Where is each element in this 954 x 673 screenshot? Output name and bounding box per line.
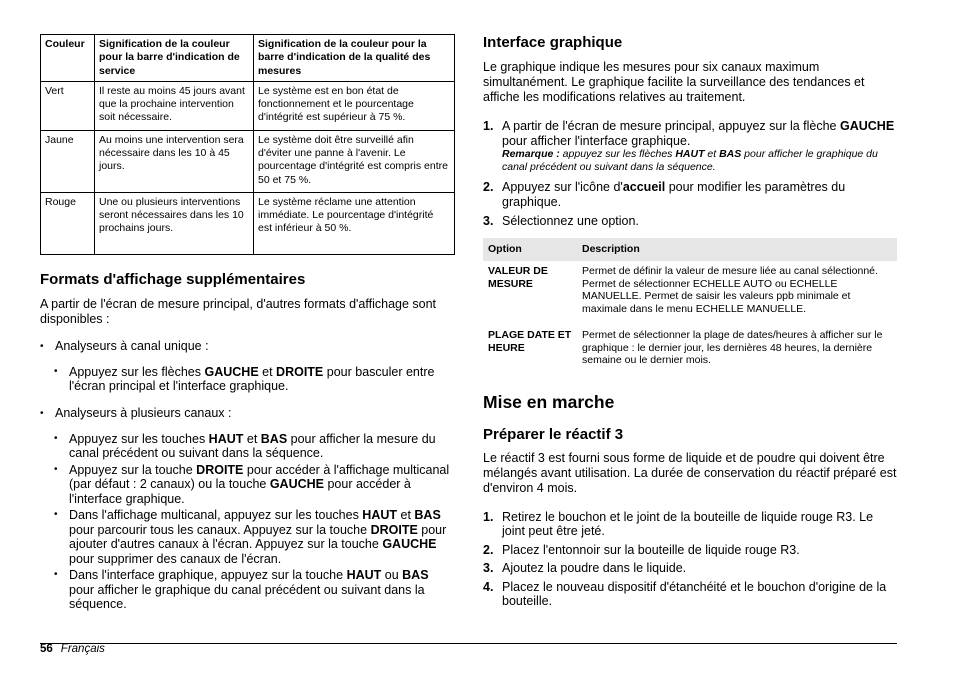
reagent-subheading: Préparer le réactif 3: [483, 425, 624, 443]
table-header-row: [41, 35, 455, 82]
single-channel-list: [40, 339, 455, 354]
multi-channel-list: [40, 406, 455, 421]
page-number: 56: [40, 643, 53, 655]
color-meaning-table: [40, 34, 455, 255]
option-description: Permet de sélectionner la plage de dates/heures à afficher sur le graphique : le dernier jour, les dernières 48 heures, la dernière semaine ou le dernier mois.: [582, 329, 883, 366]
list-item: • Dans l'interface graphique, appuyez sur la touche HAUT ou BAS pour afficher le graphique du canal précédent ou suivant dans la séquence.: [40, 568, 455, 612]
graphic-step-1: 1. A partir de l'écran de mesure principal, appuyez sur la flèche GAUCHE pour afficher l'interface graphique. Remarque : appuyez sur les flèches HAUT et BAS pour afficher le graphique du canal précédent ou suivant dans la séquence.: [483, 119, 897, 174]
table-cell: Une ou plusieurs interventions seront nécessaires dans les 10 prochains jours.: [95, 192, 254, 254]
reagent-step: 1. Retirez le bouchon et le joint de la bouteille de liquide rouge R3. Le joint peut être jeté.: [483, 509, 874, 538]
graphic-step-2: 2. Appuyez sur l'icône d'accueil pour modifier les paramètres du graphique.: [483, 180, 846, 209]
table-header: Signification de la couleur pour la barre d'indication de la qualité des mesures: [254, 35, 455, 82]
list-item: • Appuyez sur les touches HAUT et BAS pour afficher la mesure du canal précédent ou suivant dans la séquence.: [40, 432, 455, 461]
list-item: • Appuyez sur les flèches GAUCHE et DROITE pour basculer entre l'écran principal et l'interface graphique.: [40, 365, 455, 394]
table-row: [483, 319, 897, 371]
table-cell: Rouge: [41, 192, 95, 254]
graphic-note: Remarque : appuyez sur les flèches HAUT et BAS pour afficher le graphique du canal précédent ou suivant dans la séquence.: [502, 148, 878, 173]
table-header: Couleur: [41, 35, 95, 82]
list-item: • Appuyez sur la touche DROITE pour accéder à l'affichage multicanal (par défaut : 2 canaux) ou la touche GAUCHE pour accéder à l'interface graphique.: [40, 463, 455, 507]
option-table: [483, 238, 897, 371]
option-key: VALEUR DE MESURE: [488, 265, 548, 290]
table-cell: Il reste au moins 45 jours avant que la prochaine intervention soit nécessaire.: [95, 81, 254, 130]
option-key: PLAGE DATE ET HEURE: [488, 329, 572, 354]
list-item: • Dans l'affichage multicanal, appuyez sur les touches HAUT et BAS pour parcourir tous les canaux. Appuyez sur la touche DROITE pour ajouter d'autres canaux à l'écran. Appuyez sur la touche GAUCHE pour supprimer des canaux de l'écran.: [40, 508, 455, 566]
formats-heading: Formats d'affichage supplémentaires: [40, 270, 306, 288]
table-cell: Le système doit être surveillé afin d'éviter une panne à l'avenir. Le pourcentage d'intégrité est compris entre 50 et 75 %.: [254, 130, 455, 192]
graphic-heading: Interface graphique: [483, 34, 623, 51]
table-row: [41, 81, 455, 130]
startup-heading: Mise en marche: [483, 391, 615, 412]
formats-intro: A partir de l'écran de mesure principal, d'autres formats d'affichage sont disponibles :: [40, 296, 437, 326]
table-header: Option: [483, 238, 577, 262]
reagent-step: 2. Placez l'entonnoir sur la bouteille de liquide rouge R3.: [483, 542, 800, 557]
table-cell: Le système réclame une attention immédiate. Le pourcentage d'intégrité est inférieur à 50 %.: [254, 192, 455, 254]
reagent-step: 4. Placez le nouveau dispositif d'étanchéité et le bouchon d'origine de la bouteille.: [483, 579, 887, 608]
table-cell: Vert: [41, 81, 95, 130]
table-header: Description: [577, 238, 897, 262]
left-column: [40, 34, 455, 612]
table-row: [483, 261, 897, 319]
option-description: Permet de définir la valeur de mesure liée au canal sélectionné. Permet de sélectionner ECHELLE AUTO ou ECHELLE MANUELLE. Permet de saisir les valeurs ppb minimale et maximale dans le menu ECHELLE MANUELLE.: [582, 265, 878, 315]
table-cell: Au moins une intervention sera nécessaire dans les 10 à 45 jours.: [95, 130, 254, 192]
table-header: Signification de la couleur pour la barre d'indication de service: [95, 35, 254, 82]
single-channel-items: [40, 365, 455, 394]
table-header-row: [483, 238, 897, 262]
footer-rule: [40, 643, 897, 644]
table-cell: Le système est en bon état de fonctionnement et le pourcentage d'intégrité est supérieur à 75 %.: [254, 81, 455, 130]
table-row: [41, 192, 455, 254]
reagent-step: 3. Ajoutez la poudre dans le liquide.: [483, 561, 687, 575]
table-cell: Jaune: [41, 130, 95, 192]
right-column: [483, 34, 897, 609]
multi-channel-label: • Analyseurs à plusieurs canaux :: [40, 406, 455, 421]
single-channel-label: • Analyseurs à canal unique :: [40, 339, 455, 354]
reagent-intro: Le réactif 3 est fourni sous forme de liquide et de poudre qui doivent être mélangés avant utilisation. La durée de conservation du réactif préparé est d'environ 4 mois.: [483, 450, 897, 495]
multi-channel-items: [40, 432, 455, 612]
graphic-intro: Le graphique indique les mesures pour six canaux maximum simultanément. Le graphique facilite la surveillance des tendances et affiche les modifications relatives au traitement.: [483, 60, 865, 104]
footer-language: Français: [60, 643, 105, 655]
footer: [40, 643, 105, 655]
graphic-step-3: 3. Sélectionnez une option.: [483, 214, 639, 228]
table-row: [41, 130, 455, 192]
